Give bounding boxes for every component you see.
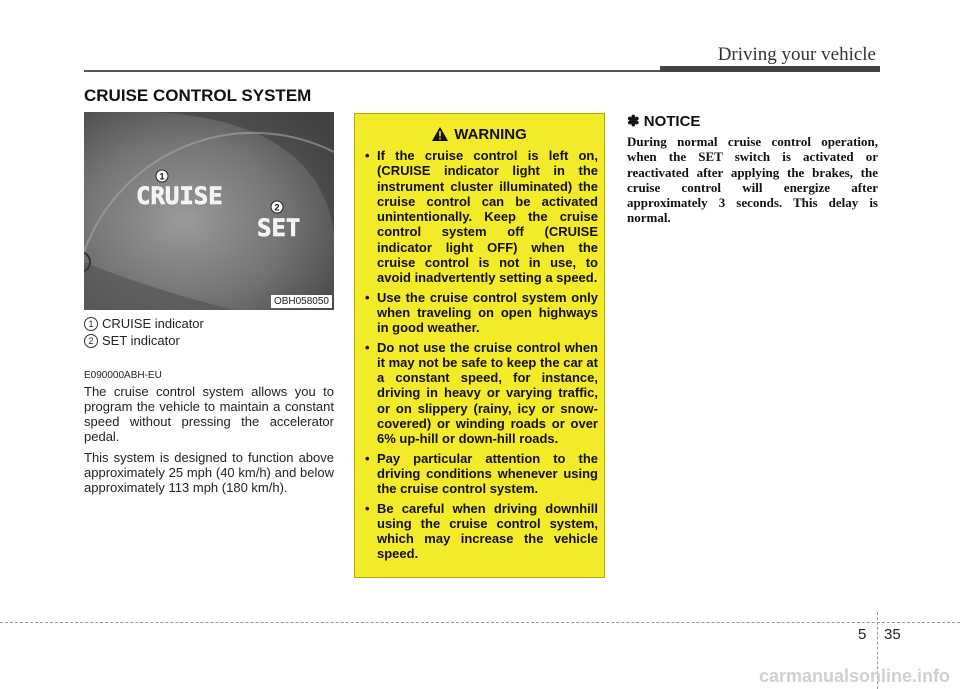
bullet-icon: • [365,339,370,355]
warning-item-text: Do not use the cruise control when it may not be safe to keep the car at a constant speed, for instance, driving in heavy or varying traffic, or on slippery (rainy, icy or snow-covered) or winding roads or over 6% up-hill or down-hill roads. [377,339,598,447]
legend-label-set: SET indicator [102,333,180,348]
warning-item [365,501,598,562]
bullet-icon: • [365,148,370,163]
marker-2-label: 2 [274,202,280,213]
dashboard-figure [84,112,334,310]
warning-item-text: If the cruise control is left on, (CRUISE indicator light in the instrument cluster illuminated) the cruise control can be activated unintentionally. Keep the cruise control system off (CRUISE indicator light OFF) when the cruise control is not in use, to avoid inadvertently setting a speed. [377,148,598,286]
legend-number-2: 2 [84,334,98,348]
warning-item [365,148,598,286]
header-rule-accent [660,66,880,72]
set-indicator-text: SET [257,214,301,242]
legend-number-1: 1 [84,317,98,331]
watermark: carmanualsonline.info [758,666,950,686]
warning-title [355,126,604,143]
section-code: E090000ABH-EU [84,370,162,381]
warning-item [365,340,598,447]
warning-box [354,113,605,578]
warning-triangle-icon [432,127,448,141]
page-section-number: 5 [858,626,867,643]
section-title: CRUISE CONTROL SYSTEM [84,86,312,105]
marker-1-label: 1 [159,171,165,182]
warning-item [365,451,598,497]
header-title: Driving your vehicle [717,44,876,65]
warning-list [365,148,598,566]
legend-label-cruise: CRUISE indicator [102,316,204,331]
legend-item-cruise [84,316,204,331]
page-number: 35 [884,626,901,643]
warning-item-text: Pay particular attention to the driving conditions whenever using the cruise control system. [377,450,598,497]
figure-code: OBH058050 [271,295,332,308]
bullet-icon: • [365,289,370,305]
bullet-icon: • [365,500,370,516]
notice-title: ✽ NOTICE [627,113,701,130]
body-paragraph-2: This system is designed to function above approximately 25 mph (40 km/h) and below approximately 113 mph (180 km/h). [84,450,334,495]
bullet-icon: • [365,450,370,466]
warning-item [365,290,598,336]
body-paragraph-1: The cruise control system allows you to program the vehicle to maintain a constant speed without pressing the accelerator pedal. [84,384,334,444]
legend-item-set [84,333,180,348]
dashboard-illustration [84,112,334,310]
warning-title-text: WARNING [454,126,527,143]
notice-text: During normal cruise control operation, when the SET switch is activated or reactivated after applying the brakes, the cruise control will energize after approximately 3 seconds. This delay is normal. [627,134,878,226]
warning-item-text: Use the cruise control system only when traveling on open highways in good weather. [377,289,598,336]
warning-item-text: Be careful when driving downhill using the cruise control system, which may increase the vehicle speed. [377,500,598,562]
cruise-indicator-text: CRUISE [136,182,223,210]
footer-rule [0,622,960,623]
